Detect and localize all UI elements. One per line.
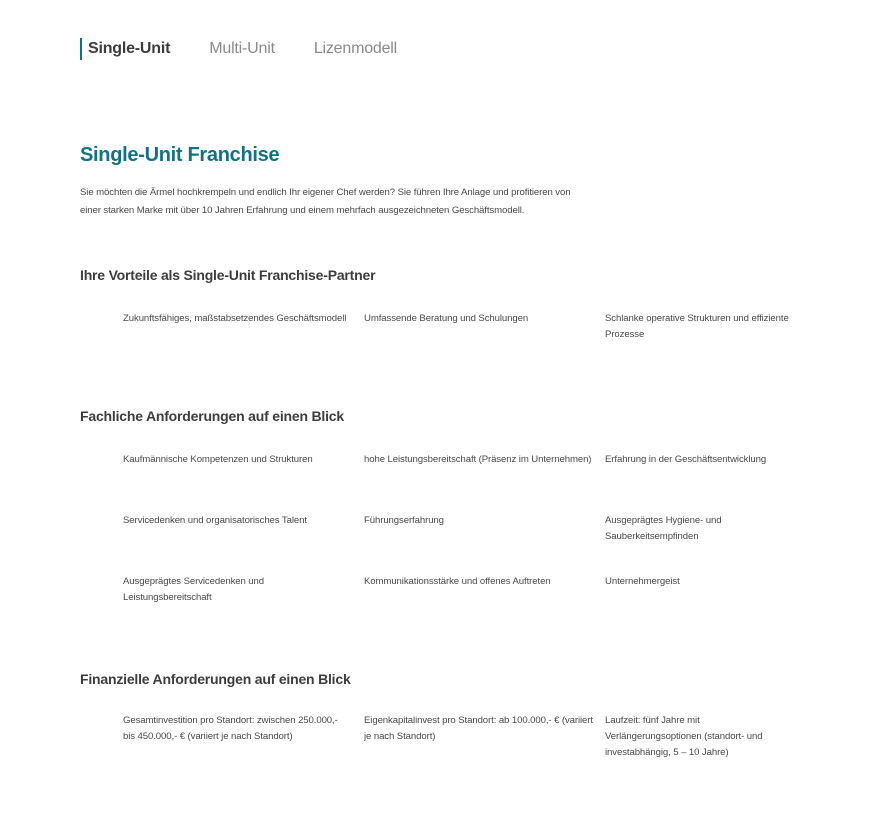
list-item: hohe Leistungsbereitschaft (Präsenz im Unternehmen) [364,454,592,465]
list-item: Gesamtinvestition pro Standort: zwischen 250.000,- bis 450.000,- € (variiert je nach Standort) [123,715,338,742]
tab-lizenmodell[interactable]: Lizenmodell [313,40,398,57]
list-item: Laufzeit: fünf Jahre mit Verlängerungsoptionen (standort- und investabhängig, 5 – 10 Jahre) [605,715,763,758]
section-title-finanzielle-anforderungen: Finanzielle Anforderungen auf einen Blick [80,671,351,687]
list-item: Ausgeprägtes Hygiene- und Sauberkeitsempfinden [605,515,722,542]
list-item: Erfahrung in der Geschäftsentwicklung [605,454,767,465]
list-item: Zukunftsfähiges, maßstabsetzendes Geschäftsmodell [123,313,347,324]
active-tab-indicator [80,38,82,60]
finanzielle-anforderungen-list [123,713,805,761]
list-item: Servicedenken und organisatorisches Talent [123,515,307,526]
tab-single-unit[interactable]: Single-Unit [88,40,171,57]
list-item: Umfassende Beratung und Schulungen [364,313,529,324]
section-title-vorteile: Ihre Vorteile als Single-Unit Franchise-Partner [80,267,376,283]
list-item: Ausgeprägtes Servicedenken und Leistungsbereitschaft [123,576,265,603]
section-title-fachliche-anforderungen: Fachliche Anforderungen auf einen Blick [80,408,344,424]
list-item: Unternehmergeist [605,576,680,587]
list-item: Kaufmännische Kompetenzen und Strukturen [123,454,313,465]
tab-multi-unit[interactable]: Multi-Unit [209,40,275,57]
intro-text: Sie möchten die Ärmel hochkrempeln und endlich Ihr eigener Chef werden? Sie führen Ihre Anlage und profitieren von einer starken Marke mit über 10 Jahren Erfahrung und einem mehrfach ausgezeichneten Geschäftsmodell. [80,187,571,216]
list-item: Kommunikationsstärke und offenes Auftreten [364,576,551,587]
fachliche-anforderungen-list [123,452,805,635]
tab-bar [80,38,397,60]
list-item: Schlanke operative Strukturen und effiziente Prozesse [605,313,789,340]
list-item: Eigenkapitalinvest pro Standort: ab 100.000,- € (variiert je nach Standort) [364,715,593,742]
page-title: Single-Unit Franchise [80,144,280,166]
vorteile-list [123,311,805,343]
list-item: Führungserfahrung [364,515,444,526]
